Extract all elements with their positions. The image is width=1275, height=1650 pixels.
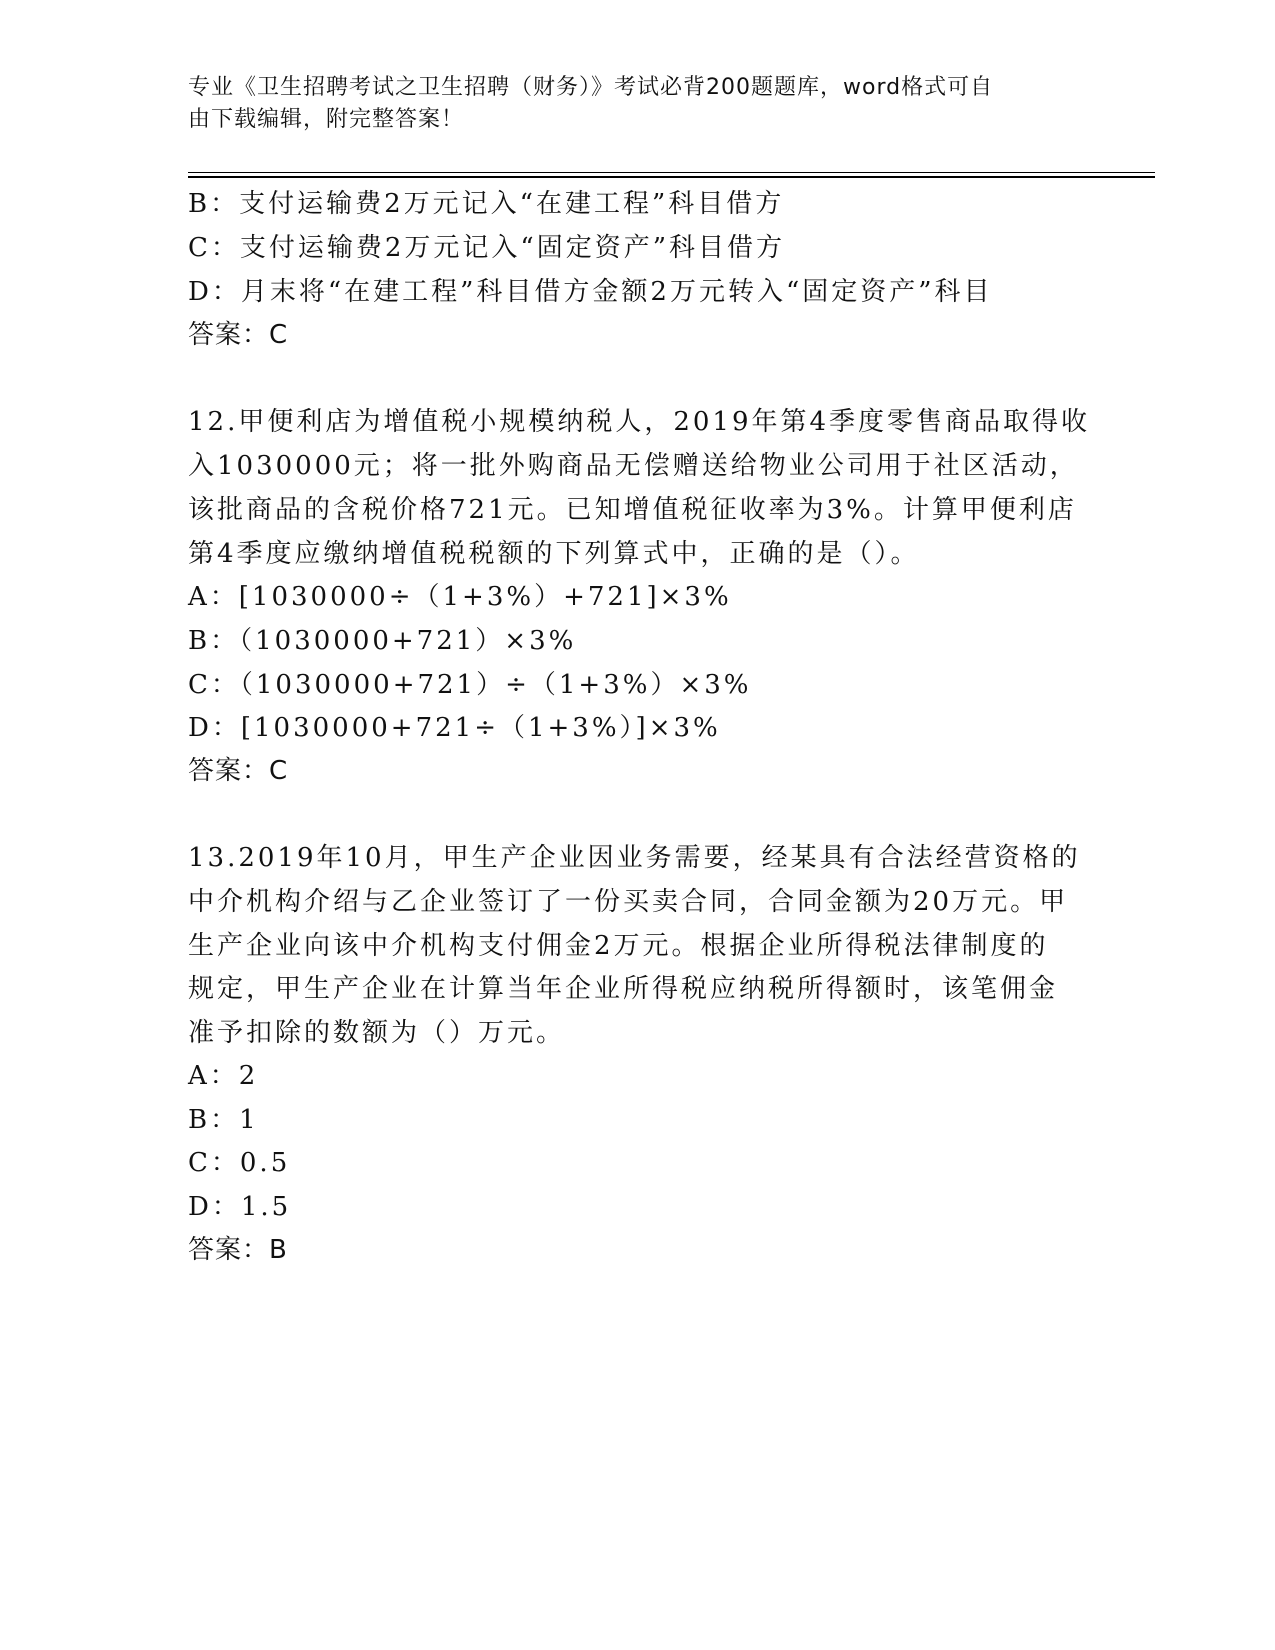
header-rule-thin xyxy=(188,172,1155,173)
question-stem-line: 准予扣除的数额为（）万元。 xyxy=(188,1018,566,1048)
option-b: B：支付运输费2万元记入“在建工程”科目借方 xyxy=(188,189,785,219)
question-stem-line: 13.2019年10月，甲生产企业因业务需要，经某具有合法经营资格的 xyxy=(188,843,1081,873)
question-stem-line: 规定，甲生产企业在计算当年企业所得税应纳税所得额时，该笔佣金 xyxy=(188,974,1059,1004)
question-stem-line: 该批商品的含税价格721元。已知增值税征收率为3%。计算甲便利店 xyxy=(188,495,1077,525)
answer-line: 答案：C xyxy=(188,320,289,350)
option-a: A：[1030000÷（1+3%）+721]×3% xyxy=(188,582,732,612)
option-d: D：月末将“在建工程”科目借方金额2万元转入“固定资产”科目 xyxy=(188,277,993,307)
question-stem-line: 12.甲便利店为增值税小规模纳税人，2019年第4季度零售商品取得收 xyxy=(188,407,1091,437)
answer-line: 答案：C xyxy=(188,756,289,786)
question-stem-line: 入1030000元；将一批外购商品无偿赠送给物业公司用于社区活动， xyxy=(188,451,1079,481)
option-c: C：0.5 xyxy=(188,1148,291,1178)
header-line-1: 专业《卫生招聘考试之卫生招聘（财务）》考试必背200题题库，word格式可自 xyxy=(188,75,994,100)
question-stem-line: 第4季度应缴纳增值税税额的下列算式中，正确的是（）。 xyxy=(188,539,920,569)
option-c: C：（1030000+721）÷（1+3%）×3% xyxy=(188,670,752,700)
option-d: D：1.5 xyxy=(188,1192,292,1222)
option-b: B：1 xyxy=(188,1105,259,1135)
option-c: C：支付运输费2万元记入“固定资产”科目借方 xyxy=(188,233,786,263)
option-a: A：2 xyxy=(188,1061,259,1091)
header-rule-thick xyxy=(188,176,1155,178)
header-line-2: 由下载编辑，附完整答案！ xyxy=(188,107,465,132)
question-stem-line: 生产企业向该中介机构支付佣金2万元。根据企业所得税法律制度的 xyxy=(188,931,1049,961)
option-d: D：[1030000+721÷（1+3%）]×3% xyxy=(188,713,721,743)
document-header xyxy=(188,72,1068,136)
option-b: B：（1030000+721）×3% xyxy=(188,626,577,656)
answer-line: 答案：B xyxy=(188,1235,288,1265)
question-stem-line: 中介机构介绍与乙企业签订了一份买卖合同，合同金额为20万元。甲 xyxy=(188,887,1069,917)
